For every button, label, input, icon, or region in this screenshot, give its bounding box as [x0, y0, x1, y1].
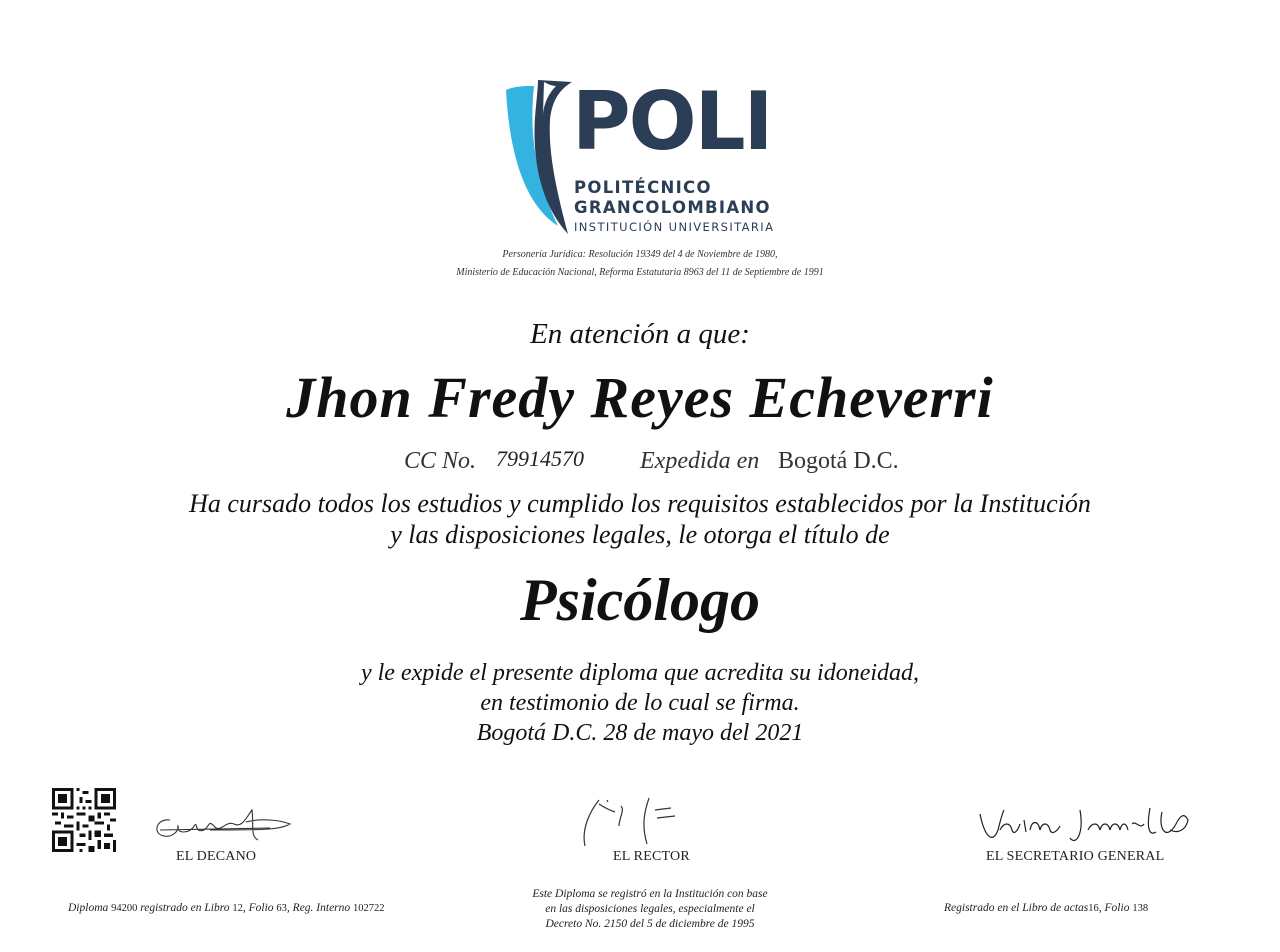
issued-city: Bogotá D.C.: [778, 448, 899, 474]
rector-title: EL RECTOR: [613, 849, 690, 864]
degree-title: Psicólogo: [520, 567, 760, 633]
footer-left-label3: , Folio: [242, 902, 274, 914]
acts-book: 16: [1088, 903, 1099, 914]
internal-reg: 102722: [353, 903, 385, 914]
legal-basis-note: [475, 887, 825, 932]
closing-line-2: en testimonio de lo cual se firma.: [480, 690, 800, 716]
id-label: CC No.: [404, 448, 477, 474]
footer-left-label1: Diploma: [68, 902, 109, 914]
footer-left-label4: , Reg. Interno: [286, 902, 351, 914]
legal-line-1: Personería Jurídica: Resolución 19349 del 4 de Noviembre de 1980,: [502, 249, 778, 260]
graduate-name: Jhon Fredy Reyes Echeverri: [286, 365, 994, 430]
logo-line-institucion: INSTITUCIÓN UNIVERSITARIA: [574, 220, 775, 234]
qr-code-icon: [52, 788, 116, 852]
body-line-2: y las disposiciones legales, le otorga el título de: [390, 520, 890, 549]
footer-left-label2: registrado en Libro: [140, 902, 230, 914]
diploma-registration: [68, 902, 385, 914]
dean-signature: [150, 800, 300, 848]
issued-label: Expedida en: [640, 448, 760, 474]
body-line-1: Ha cursado todos los estudios y cumplido los requisitos establecidos por la Institución: [189, 489, 1091, 518]
acts-folio: 138: [1132, 903, 1149, 914]
logo-line-politecnico: POLITÉCNICO: [574, 178, 712, 197]
date-line: Bogotá D.C. 28 de mayo del 2021: [476, 720, 804, 746]
intro-text: En atención a que:: [530, 318, 750, 350]
legal-line-2: Ministerio de Educación Nacional, Reforma Estatutaria 8963 del 11 de Septiembre de 1991: [456, 267, 824, 278]
secretary-title: EL SECRETARIO GENERAL: [986, 849, 1165, 864]
legal-basis-line-2: en las disposiciones legales, especialmente el: [545, 903, 755, 915]
secretary-signature: [970, 800, 1200, 850]
footer-right-label1: Registrado en el Libro de actas: [944, 902, 1089, 914]
id-number: 79914570: [496, 446, 584, 471]
diploma-number: 94200: [111, 903, 138, 914]
acts-registration: [944, 902, 1148, 914]
dean-title: EL DECANO: [176, 849, 257, 864]
closing-line-1: y le expide el presente diploma que acredita su idoneidad,: [360, 660, 920, 686]
logo-line-grancolombiano: GRANCOLOMBIANO: [574, 198, 771, 217]
book-number: 12: [232, 903, 243, 914]
rector-signature: [575, 790, 725, 852]
folio-number: 63: [276, 903, 287, 914]
legal-basis-line-3: Decreto No. 2150 del 5 de diciembre de 1995: [545, 918, 755, 930]
legal-basis-line-1: Este Diploma se registró en la Institución con base: [532, 888, 768, 900]
footer-right-label2: , Folio: [1098, 902, 1130, 914]
logo-wordmark: POLI: [572, 75, 772, 168]
poli-logo-icon: [500, 76, 572, 240]
institution-logo: [500, 76, 790, 240]
